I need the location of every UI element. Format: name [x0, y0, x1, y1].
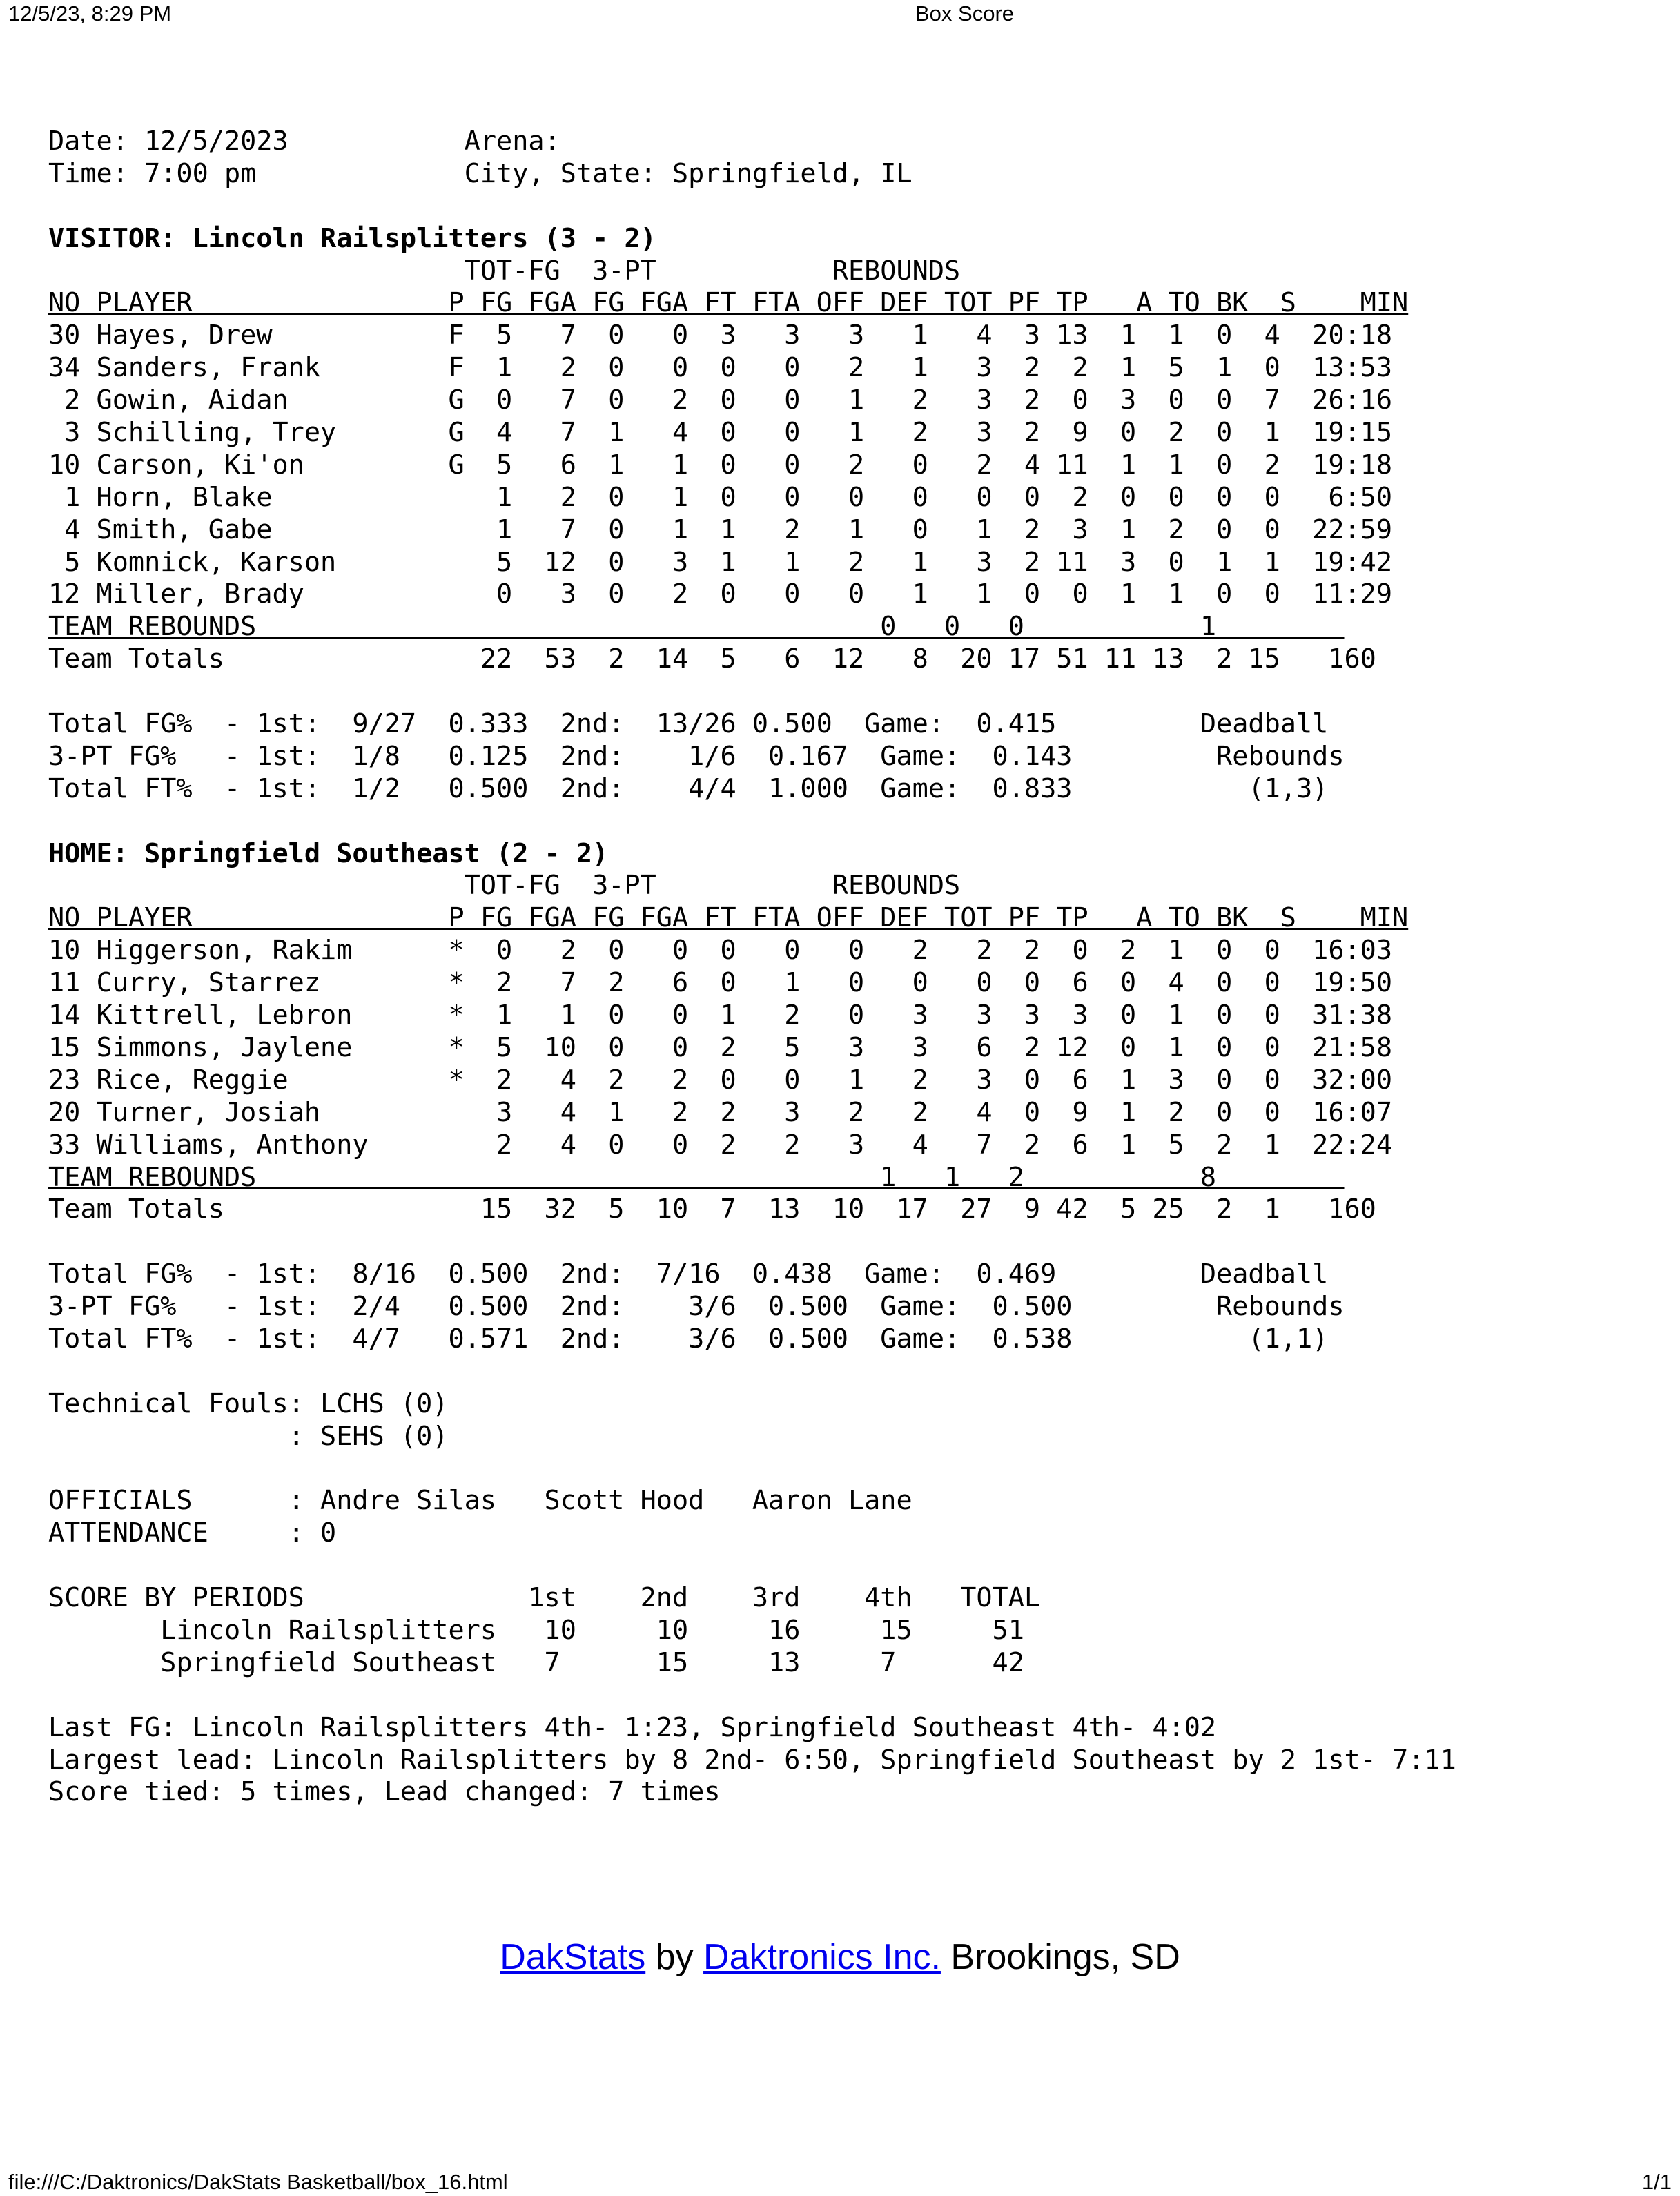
text-line: TEAM REBOUNDS 1 1 2 8 [48, 1161, 1345, 1193]
text-line: TOT-FG 3-PT REBOUNDS [48, 255, 961, 286]
dakstats-link[interactable]: DakStats [500, 1937, 646, 1977]
text-line: 10 Carson, Ki'on G 5 6 1 1 0 0 2 0 2 4 11 1 1 0 2 19:18 [48, 449, 1393, 480]
print-header [0, 0, 1680, 30]
text-line: 33 Williams, Anthony 2 4 0 0 2 2 3 4 7 2 6 1 5 2 1 22:24 [48, 1129, 1393, 1160]
text-line: 3-PT FG% - 1st: 2/4 0.500 2nd: 3/6 0.500 Game: 0.500 Rebounds [48, 1291, 1345, 1323]
text-line: 2 Gowin, Aidan G 0 7 0 2 0 0 1 2 3 2 0 3 0 0 7 26:16 [48, 385, 1393, 416]
text-line: TOT-FG 3-PT REBOUNDS [48, 870, 961, 902]
text-line: Technical Fouls: LCHS (0) [48, 1388, 449, 1419]
text-line: Score tied: 5 times, Lead changed: 7 times [48, 1776, 721, 1808]
print-file-path: file:///C:/Daktronics/DakStats Basketball/box_16.html [8, 2170, 508, 2194]
text-line [48, 1226, 1456, 1259]
text-line: 4 Smith, Gabe 1 7 0 1 1 2 1 0 1 2 3 1 2 0 0 22:59 [48, 514, 1393, 545]
text-line [48, 676, 1456, 708]
text-line: 3-PT FG% - 1st: 1/8 0.125 2nd: 1/6 0.167 Game: 0.143 Rebounds [48, 740, 1345, 772]
text-line [48, 806, 1456, 838]
text-line: Total FT% - 1st: 1/2 0.500 2nd: 4/4 1.000 Game: 0.833 (1,3) [48, 773, 1329, 804]
text-line: Time: 7:00 pm City, State: Springfield, IL [48, 157, 912, 189]
text-line: 12 Miller, Brady 0 3 0 2 0 0 0 1 1 0 0 1 1 0 0 11:29 [48, 579, 1393, 610]
print-page-title: Box Score [915, 1, 1015, 26]
text-line: 1 Horn, Blake 1 2 0 1 0 0 0 0 0 0 2 0 0 0 0 6:50 [48, 481, 1393, 513]
credit-by: by [645, 1937, 704, 1977]
text-line [48, 1550, 1456, 1582]
text-line: SCORE BY PERIODS 1st 2nd 3rd 4th TOTAL [48, 1582, 1041, 1614]
text-line: 20 Turner, Josiah 3 4 1 2 2 3 2 2 4 0 9 1 2 0 0 16:07 [48, 1096, 1393, 1128]
print-page-count: 1/1 [1641, 2170, 1672, 2194]
text-line: 14 Kittrell, Lebron * 1 1 0 0 1 2 0 3 3 3 3 0 1 0 0 31:38 [48, 1000, 1393, 1031]
text-line: HOME: Springfield Southeast (2 - 2) [48, 837, 609, 869]
box-score-body [48, 126, 1456, 1809]
text-line: 34 Sanders, Frank F 1 2 0 0 0 0 2 1 3 2 2 1 5 1 0 13:53 [48, 352, 1393, 384]
text-line: 23 Rice, Reggie * 2 4 2 2 0 0 1 2 3 0 6 1 3 0 0 32:00 [48, 1064, 1393, 1096]
credit-line [0, 1936, 1680, 1978]
text-line: NO PLAYER P FG FGA FG FGA FT FTA OFF DEF TOT PF TP A TO BK S MIN [48, 287, 1409, 319]
print-datetime: 12/5/23, 8:29 PM [8, 1, 172, 26]
text-line: 11 Curry, Starrez * 2 7 2 6 0 1 0 0 0 0 6 0 4 0 0 19:50 [48, 967, 1393, 999]
text-line: : SEHS (0) [48, 1420, 449, 1452]
text-line: NO PLAYER P FG FGA FG FGA FT FTA OFF DEF TOT PF TP A TO BK S MIN [48, 902, 1409, 934]
text-line: 10 Higgerson, Rakim * 0 2 0 0 0 0 0 2 2 2 0 2 1 0 0 16:03 [48, 935, 1393, 966]
text-line: VISITOR: Lincoln Railsplitters (3 - 2) [48, 222, 656, 254]
text-line [48, 1453, 1456, 1486]
text-line: Team Totals 15 32 5 10 7 13 10 17 27 9 42 5 25 2 1 160 [48, 1194, 1376, 1225]
text-line: ATTENDANCE : 0 [48, 1517, 337, 1549]
text-line: Largest lead: Lincoln Railsplitters by 8 2nd- 6:50, Springfield Southeast by 2 1st- 7:11 [48, 1744, 1456, 1776]
text-line [48, 1680, 1456, 1712]
text-line: Total FG% - 1st: 8/16 0.500 2nd: 7/16 0.438 Game: 0.469 Deadball [48, 1259, 1329, 1290]
text-line: Last FG: Lincoln Railsplitters 4th- 1:23, Springfield Southeast 4th- 4:02 [48, 1711, 1217, 1743]
daktronics-link[interactable]: Daktronics Inc. [703, 1937, 941, 1977]
text-line: Springfield Southeast 7 15 13 7 42 [48, 1646, 1024, 1678]
text-line [48, 191, 1456, 223]
print-footer [0, 2166, 1680, 2196]
text-line: 5 Komnick, Karson 5 12 0 3 1 1 2 1 3 2 11 3 0 1 1 19:42 [48, 546, 1393, 578]
text-line: Total FT% - 1st: 4/7 0.571 2nd: 3/6 0.500 Game: 0.538 (1,1) [48, 1323, 1329, 1354]
text-line: 3 Schilling, Trey G 4 7 1 4 0 0 1 2 3 2 9 0 2 0 1 19:15 [48, 417, 1393, 449]
text-line: OFFICIALS : Andre Silas Scott Hood Aaron Lane [48, 1485, 912, 1517]
credit-location: Brookings, SD [940, 1937, 1180, 1977]
text-line: Lincoln Railsplitters 10 10 16 15 51 [48, 1614, 1024, 1646]
text-line: TEAM REBOUNDS 0 0 0 1 [48, 611, 1345, 643]
text-line: 30 Hayes, Drew F 5 7 0 0 3 3 3 1 4 3 13 1 1 0 4 20:18 [48, 320, 1393, 351]
text-line: Date: 12/5/2023 Arena: [48, 126, 560, 157]
text-line: 15 Simmons, Jaylene * 5 10 0 0 2 5 3 3 6 2 12 0 1 0 0 21:58 [48, 1031, 1393, 1063]
text-line: Team Totals 22 53 2 14 5 6 12 8 20 17 51 11 13 2 15 160 [48, 643, 1376, 675]
text-line [48, 1356, 1456, 1388]
text-line: Total FG% - 1st: 9/27 0.333 2nd: 13/26 0.500 Game: 0.415 Deadball [48, 708, 1329, 740]
